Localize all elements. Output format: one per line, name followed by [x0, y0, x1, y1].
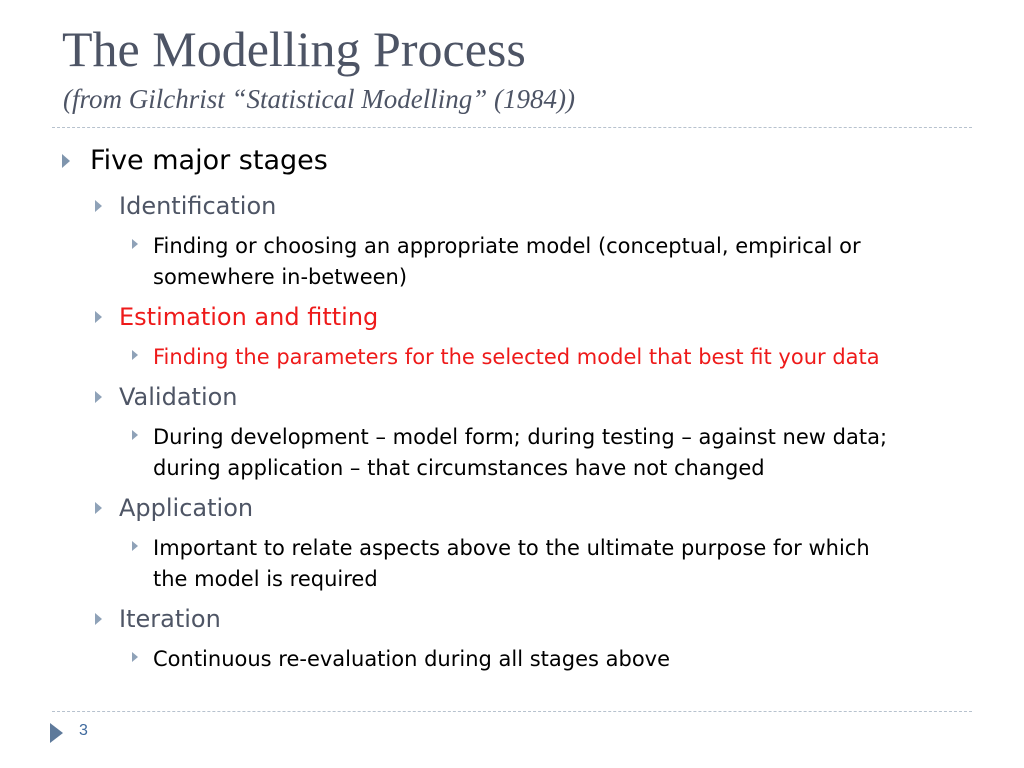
stage-label: Estimation and fitting	[119, 303, 379, 331]
triangle-bullet-icon	[95, 311, 102, 323]
bullet-five-major-stages	[62, 144, 328, 178]
triangle-bullet-icon	[95, 200, 102, 212]
stage-application	[95, 493, 253, 523]
stage-validation-detail	[132, 422, 887, 484]
triangle-bullet-icon	[62, 154, 70, 168]
triangle-bullet-icon	[132, 652, 138, 662]
page-number: 3	[79, 722, 88, 739]
stage-identification-detail	[132, 231, 861, 293]
stage-detail: Finding the parameters for the selected model that best fit your data	[153, 345, 880, 369]
stage-label: Application	[119, 494, 254, 522]
slide-subtitle: (from Gilchrist “Statistical Modelling” (1984))	[63, 84, 575, 114]
slide-title: The Modelling Process	[62, 21, 526, 77]
triangle-right-icon	[50, 723, 63, 743]
bullet-heading: Five major stages	[90, 145, 328, 176]
stage-detail: Important to relate aspects above to the ultimate purpose for which the model is required	[153, 536, 870, 591]
triangle-bullet-icon	[95, 613, 102, 625]
stage-identification	[95, 191, 276, 221]
title-divider	[52, 127, 972, 128]
stage-validation	[95, 382, 238, 412]
triangle-bullet-icon	[132, 350, 138, 360]
triangle-bullet-icon	[95, 502, 102, 514]
stage-label: Identification	[119, 192, 277, 220]
triangle-bullet-icon	[95, 391, 102, 403]
stage-iteration	[95, 604, 221, 634]
stage-detail: Finding or choosing an appropriate model (conceptual, empirical or somewhere in-between)	[153, 234, 861, 289]
triangle-bullet-icon	[132, 239, 138, 249]
stage-estimation-and-fitting-detail	[132, 342, 880, 373]
stage-detail: During development – model form; during testing – against new data; during application – that circumstances have not changed	[153, 425, 888, 480]
triangle-bullet-icon	[132, 541, 138, 551]
stage-label: Validation	[119, 383, 238, 411]
triangle-bullet-icon	[132, 430, 138, 440]
stage-estimation-and-fitting	[95, 302, 378, 332]
stage-iteration-detail	[132, 644, 670, 675]
stage-detail: Continuous re-evaluation during all stages above	[153, 647, 671, 671]
stage-label: Iteration	[119, 605, 221, 633]
stage-application-detail	[132, 533, 870, 595]
footer-divider	[52, 711, 972, 712]
